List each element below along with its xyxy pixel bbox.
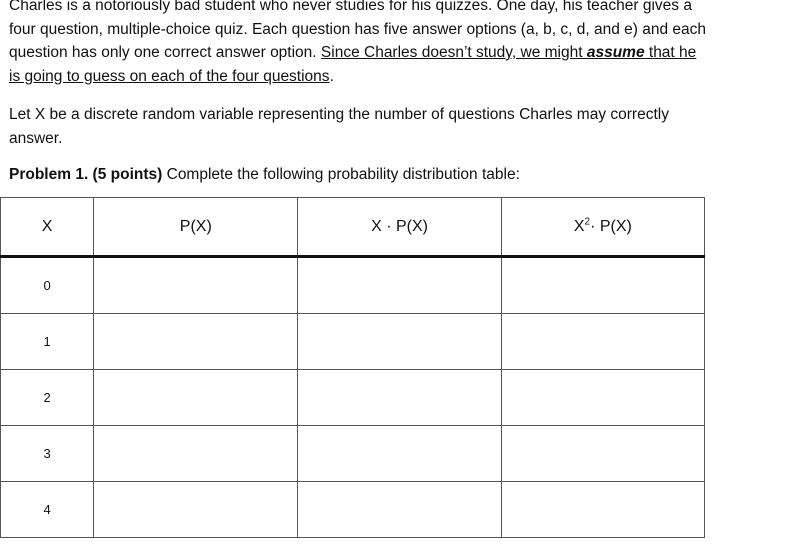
cell-xpx[interactable] (298, 314, 501, 370)
cell-x2px[interactable] (501, 370, 704, 426)
intro-text: Charles is a notoriously bad student who never studies for his quizzes. One day, his teacher gives a four question, multiple-choice quiz. Each question has five answer options (a, b, c, d, and e) and each question has only one correct answer option. (9, 0, 707, 61)
cell-x: 0 (1, 257, 94, 314)
cell-px[interactable] (94, 257, 298, 314)
table-row (1, 314, 705, 370)
header-x-squared-times-px (501, 198, 704, 257)
table-row (1, 257, 705, 314)
header-x: X (1, 198, 94, 257)
table-row (1, 426, 705, 482)
cell-xpx[interactable] (298, 257, 501, 314)
cell-x2px[interactable] (501, 314, 704, 370)
cell-xpx[interactable] (298, 370, 501, 426)
cell-x2px[interactable] (501, 426, 704, 482)
header-x2-base: X (573, 217, 585, 235)
cell-x: 2 (1, 370, 94, 426)
probability-distribution-table (0, 197, 705, 538)
header-x-times-px: X · P(X) (298, 198, 501, 257)
definition-paragraph: Let X be a discrete random variable representing the number of questions Charles may correctly answer. (9, 106, 669, 147)
problem-label: Problem 1. (5 points) (9, 166, 163, 183)
cell-px[interactable] (94, 370, 298, 426)
problem-text: Complete the following probability distribution table: (162, 166, 520, 183)
cell-x: 4 (1, 482, 94, 538)
assumption-text-start: Since Charles doesn’t study, we might (320, 44, 587, 61)
cell-x2px[interactable] (501, 257, 704, 314)
assume-emphasis: assume (586, 44, 645, 61)
header-x2-exponent: 2 (584, 216, 591, 228)
table-row (1, 482, 705, 538)
header-x2-rest: · P(X) (590, 217, 632, 235)
assumption-text-end: that he is going to guess on each of the four questions (9, 44, 697, 85)
cell-px[interactable] (94, 482, 298, 538)
cell-xpx[interactable] (298, 482, 501, 538)
cell-xpx[interactable] (298, 426, 501, 482)
cell-x2px[interactable] (501, 482, 704, 538)
intro-paragraph (9, 0, 709, 88)
table-header-row (1, 198, 705, 257)
intro-period: . (329, 67, 334, 85)
cell-x: 1 (1, 314, 94, 370)
cell-px[interactable] (94, 314, 298, 370)
header-px: P(X) (94, 198, 298, 257)
problem-statement (9, 163, 709, 187)
cell-x: 3 (1, 426, 94, 482)
cell-px[interactable] (94, 426, 298, 482)
table-row (1, 370, 705, 426)
